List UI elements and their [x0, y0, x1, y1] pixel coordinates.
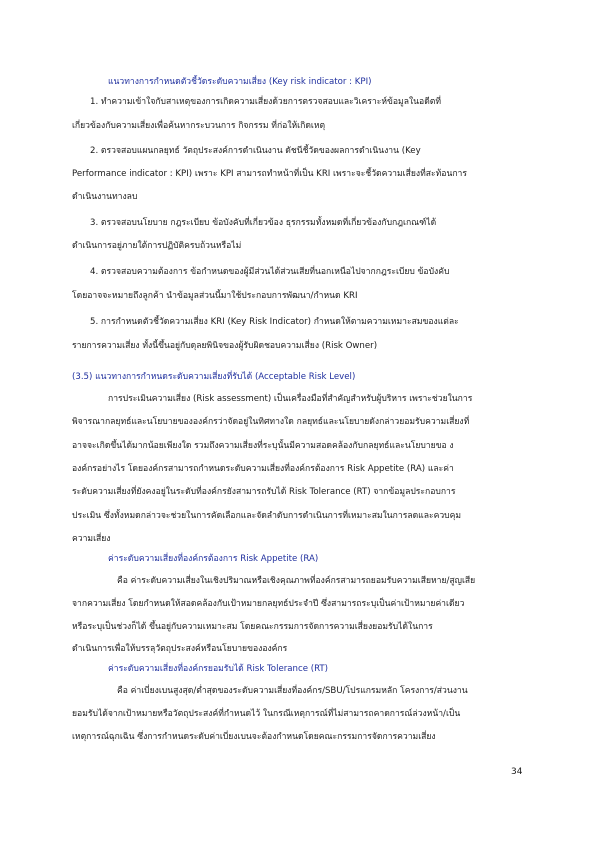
- assessment-para-line-6: ประเมิน ซึ่งทั้งหมดกล่าวจะช่วยในการคัดเลือกและจัดลำดับการดำเนินการที่เหมาะสมในการลดและควบคุม: [72, 511, 462, 521]
- kpi-item-4-line-2: โดยอาจจะหมายถึงลูกค้า นำข้อมูลส่วนนี้มาใช้ประกอบการพัฒนา/กำหนด KRI: [72, 291, 358, 301]
- acceptable-risk-heading: (3.5) แนวทางการกำหนดระดับความเสี่ยงที่รับได้ (Acceptable Risk Level): [72, 372, 356, 382]
- assessment-para-line-4: องค์กรอย่างไร โดยองค์กรสามารถกำหนดระดับความเสี่ยงที่องค์กรต้องการ Risk Appetite (RA) และค่า: [72, 464, 454, 474]
- kpi-item-5-line-2: รายการความเสี่ยง ทั้งนี้ขึ้นอยู่กับดุลยพินิจของผู้รับผิดชอบความเสี่ยง (Risk Owner): [72, 341, 378, 351]
- assessment-para-line-7: ความเสี่ยง: [72, 534, 111, 544]
- appetite-para-line-4: ดำเนินการเพื่อให้บรรลุวัตถุประสงค์หรือนโยบายขององค์กร: [72, 644, 288, 654]
- kpi-item-1-line-2: เกี่ยวข้องกับความเสี่ยงเพื่อค้นหากระบวนการ กิจกรรม ที่ก่อให้เกิดเหตุ: [72, 121, 326, 131]
- assessment-para-line-2: พิจารณากลยุทธ์และนโยบายขององค์กรว่าจัดอยู่ในทิศทางใด กลยุทธ์และนโยบายดังกล่าวยอมรับความเสี่ยงที่: [72, 417, 470, 427]
- risk-appetite-subheading: ค่าระดับความเสี่ยงที่องค์กรต้องการ Risk Appetite (RA): [108, 554, 319, 564]
- kpi-item-3-line-1: 3. ตรวจสอบนโยบาย กฎระเบียบ ข้อบังคับที่เกี่ยวข้อง ธุรกรรมทั้งหมดที่เกี่ยวข้องกับกฎเกณฑ์ได้: [90, 218, 437, 228]
- assessment-para-line-3: อาจจะเกิดขึ้นได้มากน้อยเพียงใด รวมถึงความเสี่ยงที่ระบุนั้นมีความสอดคล้องกับกลยุทธ์และนโยบายขอ ง: [72, 441, 454, 451]
- kpi-item-5-line-1: 5. การกำหนดตัวชี้วัดความเสี่ยง KRI (Key Risk Indicator) กำหนดให้ตามความเหมาะสมของแต่ละ: [90, 317, 459, 327]
- appetite-para-line-2: จากความเสี่ยง โดยกำหนดให้สอดคล้องกับเป้าหมายกลยุทธ์ประจำปี ซึ่งสามารถระบุเป็นค่าเป้าหมายค่าเดียว: [72, 599, 465, 609]
- tolerance-para-line-1: คือ ค่าเบี่ยงเบนสูงสุด/ต่ำสุดของระดับความเสี่ยงที่องค์กร/SBU/โปรแกรมหลัก โครงการ/ส่วนงาน: [117, 686, 468, 696]
- page-number: 34: [511, 767, 523, 777]
- kpi-item-4-line-1: 4. ตรวจสอบความต้องการ ข้อกำหนดของผู้มีส่วนได้ส่วนเสียที่นอกเหนือไปจากกฎระเบียบ ข้อบังคับ: [90, 267, 450, 277]
- appetite-para-line-3: หรือระบุเป็นช่วงก็ได้ ขึ้นอยู่กับความเหมาะสม โดยคณะกรรมการจัดการความเสี่ยงยอมรับได้ในการ: [72, 622, 433, 632]
- kpi-item-1-line-1: 1. ทำความเข้าใจกับสาเหตุของการเกิดความเสี่ยงด้วยการตรวจสอบและวิเคราะห์ข้อมูลในอดีตที่: [90, 97, 442, 107]
- risk-tolerance-subheading: ค่าระดับความเสี่ยงที่องค์กรยอมรับได้ Risk Tolerance (RT): [108, 664, 329, 674]
- kpi-item-2-line-3: ดำเนินงานทางลบ: [72, 192, 138, 202]
- assessment-para-line-1: การประเมินความเสี่ยง (Risk assessment) เป็นเครื่องมือที่สำคัญสำหรับผู้บริหาร เพราะช่วยในการ: [108, 394, 473, 404]
- kpi-item-2-line-1: 2. ตรวจสอบแผนกลยุทธ์ วัตถุประสงค์การดำเนินงาน ดัชนีชี้วัดของผลการดำเนินงาน (Key: [90, 146, 421, 156]
- appetite-para-line-1: คือ ค่าระดับความเสี่ยงในเชิงปริมาณหรือเชิงคุณภาพที่องค์กรสามารถยอมรับความเสียหาย/สูญเสีย: [117, 576, 476, 586]
- kpi-item-2-line-2: Performance indicator : KPI) เพราะ KPI สามารถทำหน้าที่เป็น KRI เพราะจะชี้วัดความเสี่ยงที่สะท้อนการ: [72, 169, 467, 179]
- tolerance-para-line-3: เหตุการณ์ฉุกเฉิน ซึ่งการกำหนดระดับค่าเบี่ยงเบนจะต้องกำหนดโดยคณะกรรมการจัดการความเสี่ยง: [72, 732, 436, 742]
- kpi-heading: แนวทางการกำหนดตัวชี้วัดระดับความเสี่ยง (Key risk indicator : KPI): [108, 77, 372, 87]
- assessment-para-line-5: ระดับความเสี่ยงที่ยังคงอยู่ในระดับที่องค์กรยังสามารถรับได้ Risk Tolerance (RT) จากข้อมูลประกอบการ: [72, 487, 456, 497]
- tolerance-para-line-2: ยอมรับได้จากเป้าหมายหรือวัตถุประสงค์ที่กำหนดไว้ ในกรณีเหตุการณ์ที่ไม่สามารถคาดการณ์ล่วงหน้า/เป็น: [72, 709, 461, 719]
- kpi-item-3-line-2: ดำเนินการอยู่ภายใต้การปฏิบัติครบถ้วนหรือไม่: [72, 241, 242, 251]
